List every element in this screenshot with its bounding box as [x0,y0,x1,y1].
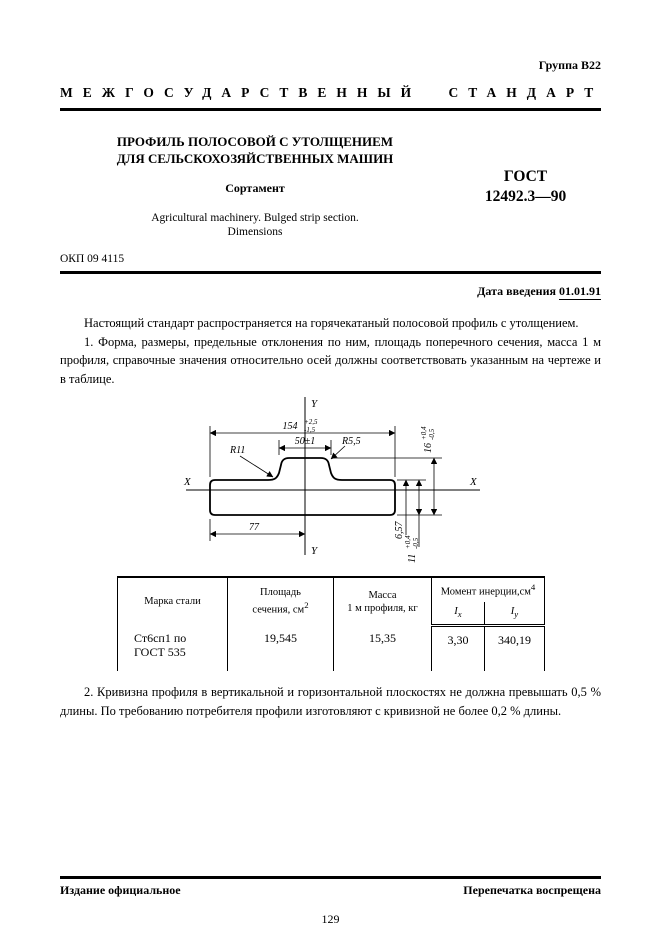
radius-left-label: R11 [230,445,246,456]
dim-body-height-tol-minus: -0,5 [412,537,420,549]
leader-line-r55 [331,446,345,459]
paragraph-2: 2. Кривизна профиля в вертикальной и горизонтальной плоскостях не должна превышать 0,5 % длины. По требованию потребителя профили изготовляют с кривизной не более 0,2 % длины. [60,685,601,718]
radius-right-label: R5,5 [342,436,361,447]
dim-total-height-tol-plus: +0,4 [420,426,428,440]
col-header-iy [485,602,545,626]
dim-total-height-tol-minus: -0,5 [428,428,436,440]
dim-left-part: 77 [249,522,259,533]
y-axis-label-top: Y [311,398,318,410]
subtitle: Сортамент [225,181,285,195]
steel-grade-line1: Ст6сп1 по [134,631,187,646]
dim-body-height-group [404,535,420,563]
dim-centroid: 6,57 [394,521,405,539]
clause-2 [60,683,601,720]
y-axis-label-bottom: Y [311,545,318,557]
title-en-line-2: Dimensions [227,225,283,238]
okp-code: ОКП 09 4115 [60,253,125,265]
title-left-column [60,133,450,239]
header-rule [60,108,601,111]
steel-grade-line2: ГОСТ 535 [134,645,186,660]
x-axis-label-right: X [470,476,477,488]
intro-paragraphs [60,314,601,388]
blank-space [60,720,601,876]
standard-code-number: 12492.3—90 [484,188,567,205]
cell-steel-grade [118,625,228,671]
title-en-line-1: Agricultural machinery. Bulged strip section. [151,212,359,224]
dim-body-height-tol-plus: +0,4 [404,535,412,549]
footer-official-edition: Издание официальное [60,882,181,897]
profile-outline [210,458,395,515]
dim-total-width: 154 [282,421,298,432]
col-header-mass-line1: Масса [368,589,397,601]
col-header-moment-sup: 4 [530,582,536,592]
title-block [60,133,601,239]
title-line-1: ПРОФИЛЬ ПОЛОСОВОЙ С УТОЛЩЕНИЕМ [116,134,394,149]
dimensions-table [117,576,545,671]
col-header-area-line1: Площадь [260,587,301,599]
iy-symbol: I [510,605,515,617]
standard-code-block [450,133,601,239]
title-line-2: ДЛЯ СЕЛЬСКОХОЗЯЙСТВЕННЫХ МАШИН [116,151,394,166]
iy-subscript: y [514,608,519,619]
footer [60,883,601,898]
col-header-area-line2: сечения, см [252,604,305,616]
divider-rule [60,271,601,274]
dim-total-height: 16 [423,443,434,453]
dim-total-height-group [420,426,436,453]
col-header-moment [432,577,545,602]
col-header-ix [432,602,485,626]
col-header-area-sup: 2 [304,600,309,611]
standard-code-word: ГОСТ [503,168,548,185]
dim-total-width-tol-plus: +2,5 [304,418,318,426]
col-header-steel-grade: Марка стали [118,577,228,625]
document-title [60,133,450,167]
col-header-moment-text: Момент инерции,см [440,586,531,598]
standard-type-heading: МЕЖГОСУДАРСТВЕННЫЙ СТАНДАРТ [60,85,604,100]
dim-body-height: 11 [407,553,418,563]
section-drawing [182,393,601,570]
cell-ix: 3,30 [432,625,485,671]
effective-date-label: Дата введения [477,284,556,298]
table-row [118,625,545,671]
x-axis-label-left: X [184,476,191,488]
paragraph-1: 1. Форма, размеры, предельные отклонения по ним, площадь поперечного сечения, масса 1 м профиля, справочные значения относительно осей должны соответствовать указанным на чертеже и в таблице. [60,334,601,386]
footer-reprint-notice: Перепечатка воспрещена [463,882,601,897]
dim-total-width-tol-minus: -1,5 [304,426,316,434]
cell-area: 19,545 [228,625,334,671]
col-header-mass-line2: 1 м профиля, кг [347,602,418,614]
col-header-mass [334,577,432,625]
footer-rule [60,876,601,879]
page-number: 129 [321,911,340,926]
ix-subscript: x [457,608,462,619]
paragraph-intro: Настоящий стандарт распространяется на горячекатаный полосовой профиль с утолщением. [84,316,579,330]
cell-mass: 15,35 [334,625,432,671]
effective-date-line [60,284,601,299]
cell-iy: 340,19 [485,625,545,671]
group-label: Группа В22 [538,58,601,72]
ix-symbol: I [454,605,458,617]
leader-line-r11 [240,456,273,477]
profile-cross-section-drawing [182,393,492,565]
dim-bulge-width: 50±1 [294,436,316,447]
title-english [60,212,450,239]
col-header-area [228,577,334,625]
effective-date-value: 01.01.91 [559,284,601,298]
